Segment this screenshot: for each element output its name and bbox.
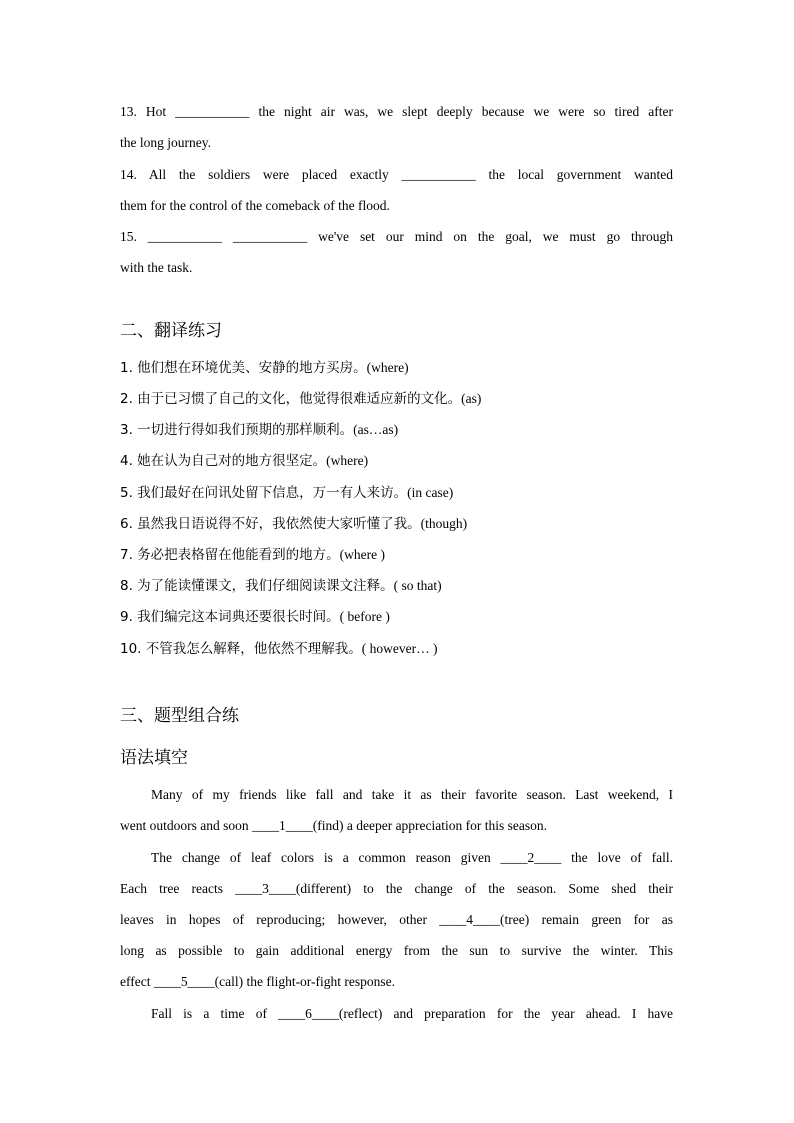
translation-item-7-hint: (where ) — [339, 547, 386, 562]
translation-item-1-hint: (where) — [366, 360, 409, 375]
translation-item-9-text: 9. 我们编完这本词典还要很长时间。 — [120, 609, 340, 625]
translation-item-10-text: 10. 不管我怎么解释，他依然不理解我。 — [120, 641, 362, 657]
translation-item-8-hint: ( so that) — [393, 578, 442, 593]
question-13-line-2: the long journey. — [120, 135, 211, 150]
translation-item-2-text: 2. 由于已习惯了自己的文化，他觉得很难适应新的文化。 — [120, 391, 462, 407]
translation-item-8 — [120, 576, 680, 596]
passage-p3-line-1: Fall is a time of ____6____(reflect) and preparation for the year ahead. I have — [151, 1006, 673, 1021]
translation-item-6 — [120, 514, 680, 534]
translation-item-2-hint: (as) — [461, 391, 482, 406]
translation-item-10-hint: ( however… ) — [361, 641, 438, 656]
translation-item-6-text: 6. 虽然我日语说得不好，我依然使大家听懂了我。 — [120, 516, 421, 532]
passage-p2-line-2: Each tree reacts ____3____(different) to the change of the season. Some shed their — [120, 881, 673, 896]
translation-item-3-hint: (as…as) — [353, 422, 399, 437]
passage-p2-line-4: long as possible to gain additional energy from the sun to survive the winter. This — [120, 943, 673, 958]
translation-item-6-hint: (though) — [420, 516, 468, 531]
question-15-line-1: 15. ___________ ___________ we've set our mind on the goal, we must go through — [120, 229, 673, 244]
passage-p2-line-5: effect ____5____(call) the flight-or-fight response. — [120, 974, 396, 989]
grammar-fill-subheading: 语法填空 — [120, 748, 188, 768]
translation-item-5-text: 5. 我们最好在问讯处留下信息，万一有人来访。 — [120, 485, 408, 501]
translation-item-7-text: 7. 务必把表格留在他能看到的地方。 — [120, 547, 340, 563]
passage-p1-line-1: Many of my friends like fall and take it as their favorite season. Last weekend, I — [151, 787, 673, 802]
section-3-heading: 三、题型组合练 — [120, 706, 239, 726]
passage-p2-line-3: leaves in hopes of reproducing; however, other ____4____(tree) remain green for as — [120, 912, 673, 927]
translation-item-9 — [120, 607, 680, 627]
question-14-line-2: them for the control of the comeback of the flood. — [120, 198, 390, 213]
passage-p2-line-1: The change of leaf colors is a common reason given ____2____ the love of fall. — [151, 850, 673, 865]
question-14-line-1: 14. All the soldiers were placed exactly ___________ the local government wanted — [120, 167, 673, 182]
question-13-line-1: 13. Hot ___________ the night air was, we slept deeply because we were so tired after — [120, 104, 673, 119]
translation-item-7 — [120, 545, 680, 565]
translation-item-1-text: 1. 他们想在环境优美、安静的地方买房。 — [120, 360, 367, 376]
translation-item-1 — [120, 358, 680, 378]
question-15-line-2: with the task. — [120, 260, 193, 275]
passage-p1-line-2: went outdoors and soon ____1____(find) a deeper appreciation for this season. — [120, 818, 548, 833]
translation-item-5 — [120, 483, 680, 503]
translation-item-9-hint: ( before ) — [339, 609, 390, 624]
translation-item-4-text: 4. 她在认为自己对的地方很坚定。 — [120, 453, 327, 469]
translation-item-3 — [120, 420, 680, 440]
translation-item-10 — [120, 639, 680, 659]
translation-item-3-text: 3. 一切进行得如我们预期的那样顺利。 — [120, 422, 354, 438]
section-2-heading: 二、翻译练习 — [120, 321, 222, 341]
translation-item-4 — [120, 451, 680, 471]
translation-item-5-hint: (in case) — [407, 485, 454, 500]
translation-item-4-hint: (where) — [326, 453, 369, 468]
translation-item-8-text: 8. 为了能读懂课文，我们仔细阅读课文注释。 — [120, 578, 394, 594]
translation-item-2 — [120, 389, 680, 409]
